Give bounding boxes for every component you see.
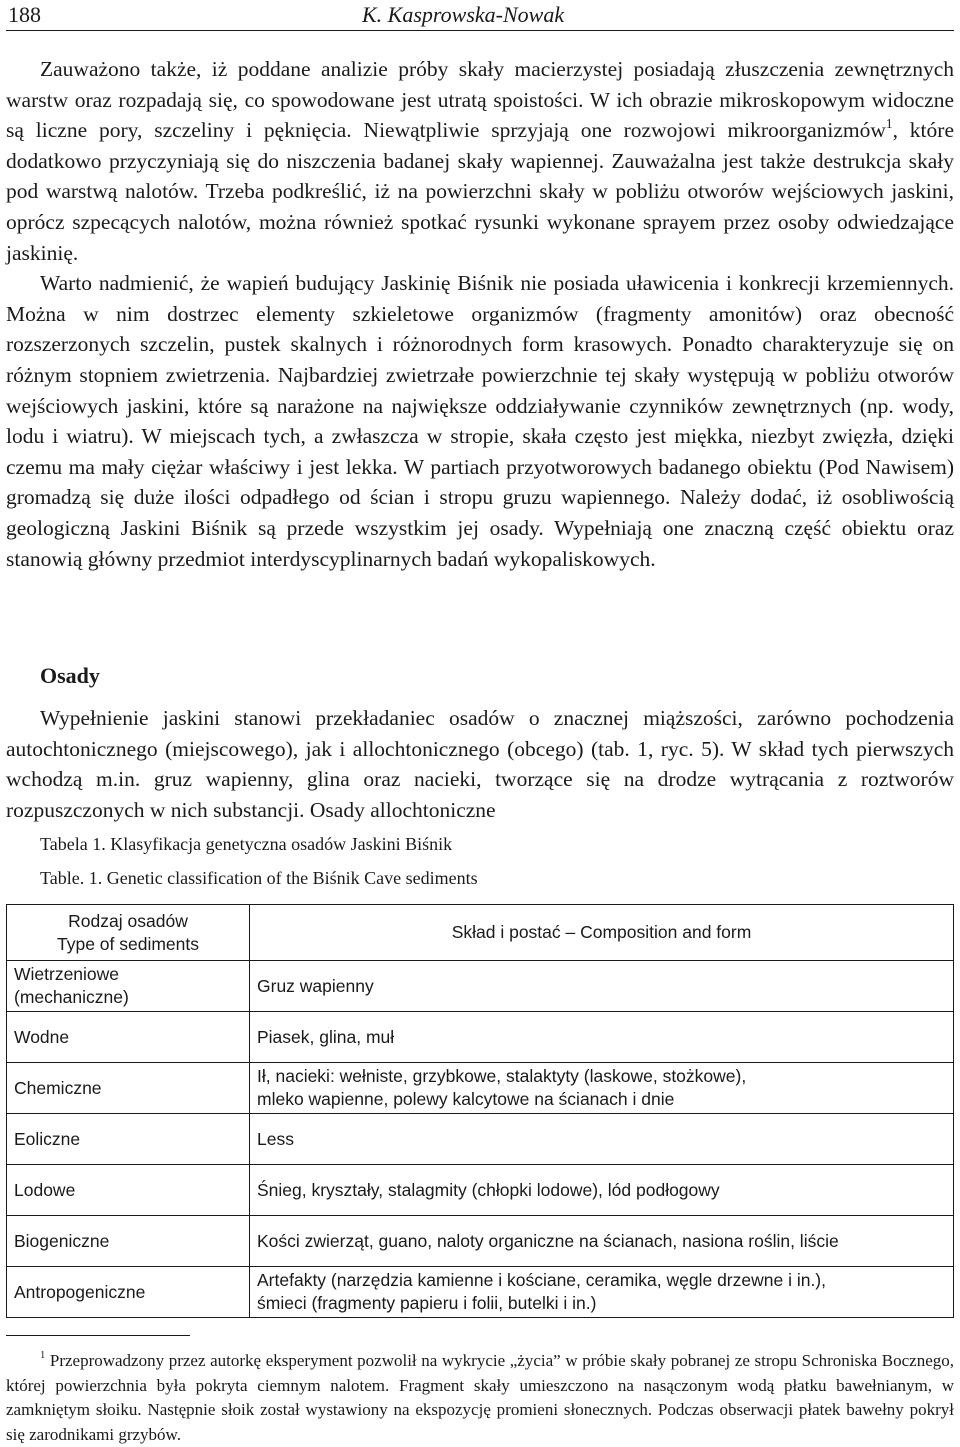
cell-type: Antropogeniczne [7, 1267, 250, 1318]
body-text-lower [6, 703, 954, 825]
running-title: K. Kasprowska-Nowak [362, 2, 565, 27]
table-row [7, 1267, 954, 1318]
paragraph: Wypełnienie jaskini stanowi przekładaniec osadów o znacznej miąższości, zarówno pochodzenia autochtonicznego (miejscowego), jak i allochtonicznego (obcego) (tab. 1, ryc. 5). W skład tych pierwszych wchodzą m.in. gruz wapienny, glina oraz nacieki, tworzące się na drodze wytrącania z roztworów rozpuszczonych w nich substancji. Osady allochtoniczne [6, 706, 954, 822]
table-row [7, 1012, 954, 1063]
footnote-rule [6, 1335, 190, 1336]
cell-composition: Ił, nacieki: wełniste, grzybkowe, stalaktyty (laskowe, stożkowe), mleko wapienne, polewy kalcytowe na ścianach i dnie [250, 1063, 954, 1114]
cell-composition: Artefakty (narzędzia kamienne i kościane, ceramika, węgle drzewne i in.), śmieci (fragmenty papieru i folii, butelki i in.) [250, 1267, 954, 1318]
table-row [7, 1063, 954, 1114]
table-caption-en: Table. 1. Genetic classification of the Biśnik Cave sediments [40, 868, 478, 888]
table-header-type: Rodzaj osadów Type of sediments [7, 905, 250, 961]
table-row [7, 1165, 954, 1216]
table-row [7, 961, 954, 1012]
paragraph: Zauważono także, iż poddane analizie próby skały macierzystej posiadają złuszczenia zewnętrznych warstw oraz rozpadają się, co spowodowane jest utratą spoistości. W ich obrazie mikroskopowym widoczne są liczne pory, szczeliny i pęknięcia. Niewątpliwie sprzyjają one rozwojowi mikroorganizmów$^1$, które dodatkowo przyczyniają się do niszczenia badanej skały wapiennej. Zauważalna jest także destrukcja skały pod warstwą nalotów. Trzeba podkreślić, iż na powierzchni skały w pobliżu otworów wejściowych jaskini, oprócz szpecących nalotów, można również spotkać rysunki wykonane sprayem przez osoby odwiedzające jaskinię. [6, 57, 954, 265]
cell-composition: Kości zwierząt, guano, naloty organiczne na ścianach, nasiona roślin, liście [250, 1216, 954, 1267]
paragraph: Warto nadmienić, że wapień budujący Jaskinię Biśnik nie posiada uławicenia i konkrecji krzemiennych. Można w nim dostrzec elementy szkieletowe organizmów (fragmenty amonitów) oraz obecność rozszerzonych szczelin, pustek skalnych i różnorodnych form krasowych. Ponadto charakteryzuje się on różnym stopniem zwietrzenia. Najbardziej zwietrzałe powierzchnie tej skały występują w pobliżu otworów wejściowych jaskini, które są narażone na największe oddziaływanie czynników zewnętrznych (np. wody, lodu i wiatru). W miejscach tych, a zwłaszcza w stropie, skała często jest miękka, niezbyt zwięzła, dzięki czemu ma mały ciężar właściwy i jest lekka. W partiach przyotworowych badanego obiektu (Pod Nawisem) gromadzą się duże ilości odpadłego od ścian i stropu gruzu wapiennego. Należy dodać, iż osobliwością geologiczną Jaskini Biśnik są przede wszystkim jej osady. Wypełniają one znaczną część obiektu oraz stanowią główny przedmiot interdyscyplinarnych badań wykopaliskowych. [6, 271, 954, 571]
cell-type: Biogeniczne [7, 1216, 250, 1267]
table-caption-pl: Tabela 1. Klasyfikacja genetyczna osadów Jaskini Biśnik [40, 834, 453, 854]
sediments-table [6, 904, 954, 1318]
footnote-text: Przeprowadzony przez autorkę eksperyment pozwolił na wykrycie „życia” w próbie skały pobranej ze stropu Schroniska Bocznego, której powierzchnia była pokryta ciemnym nalotem. Fragment skały umieszczono na nasączonym wodą płatku bawełnianym, w zamkniętym słoiku. Następnie słoik został wystawiony na ekspozycję promieni słonecznych. Podczas obserwacji płatek bawełny pokrył się zarodnikami grzybów. [6, 1351, 954, 1444]
cell-composition: Gruz wapienny [250, 961, 954, 1012]
footnote [6, 1349, 954, 1447]
cell-type: Wietrzeniowe (mechaniczne) [7, 961, 250, 1012]
table-row [7, 1216, 954, 1267]
table-header-row [7, 905, 954, 961]
cell-type: Eoliczne [7, 1114, 250, 1165]
section-heading: Osady [40, 663, 100, 688]
page-header [0, 0, 960, 34]
cell-composition: Piasek, glina, muł [250, 1012, 954, 1063]
header-rule [6, 30, 954, 31]
body-text-upper [6, 54, 954, 574]
page-number: 188 [8, 2, 41, 27]
cell-composition: Śnieg, kryształy, stalagmity (chłopki lodowe), lód podłogowy [250, 1165, 954, 1216]
cell-composition: Less [250, 1114, 954, 1165]
table-row [7, 1114, 954, 1165]
cell-type: Chemiczne [7, 1063, 250, 1114]
cell-type: Wodne [7, 1012, 250, 1063]
cell-type: Lodowe [7, 1165, 250, 1216]
footnote-marker: 1 [40, 1350, 46, 1362]
table-header-composition: Skład i postać – Composition and form [250, 905, 954, 961]
footnote-ref[interactable]: 1 [885, 115, 893, 131]
